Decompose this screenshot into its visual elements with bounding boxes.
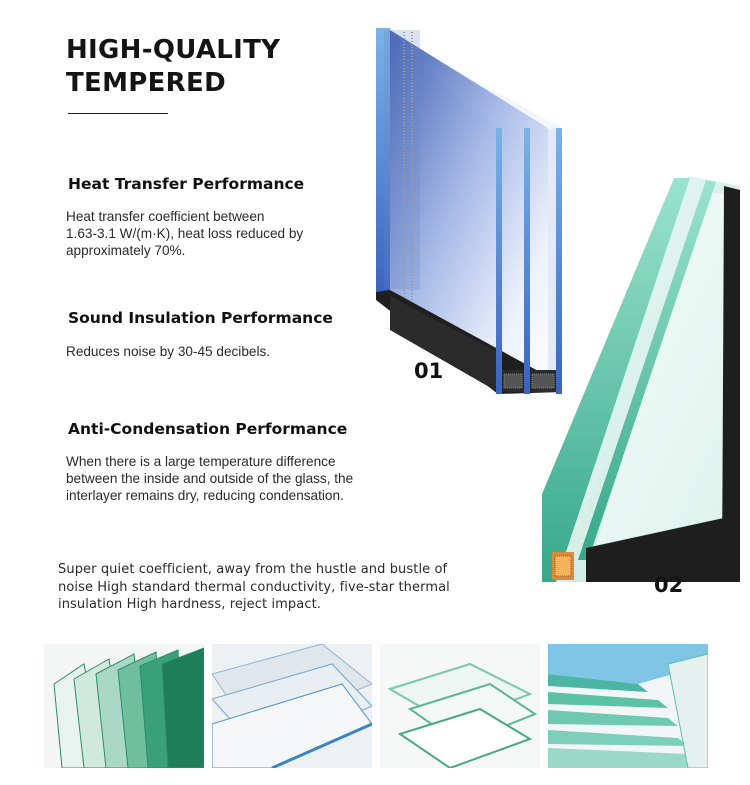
summary-text: Super quiet coefficient, away from the hustle and bustle of noise High standard thermal conductivity, five-star thermal insulation High hardness, reject impact. [58,562,450,612]
feature-heat-title: Heat Transfer Performance [68,175,305,193]
title-line-1: HIGH-QUALITY [66,35,281,65]
title-line-2: TEMPERED [66,68,226,98]
blue-glass-unit [376,28,562,394]
label-02: 02 [654,573,684,597]
feature-heat-text: Heat transfer coefficient between 1.63-3.1 W/(m·K), heat loss reduced by approximately 70%. [66,209,304,259]
feature-condensation-text: When there is a large temperature difference between the inside and outside of the glass, the interlayer remains dry, reducing condensation. [66,454,354,504]
feature-sound-title: Sound Insulation Performance [68,309,333,327]
gallery-tile-clear-sheets [380,644,540,768]
gallery-tile-frosted-stack [212,644,372,768]
label-01: 01 [414,359,444,383]
feature-sound-text: Reduces noise by 30-45 decibels. [66,344,271,359]
gallery-tile-green-fan [44,644,204,768]
feature-condensation-title: Anti-Condensation Performance [68,420,348,438]
gallery-tile-blue-edge-stack [548,644,708,768]
green-glass-unit [542,176,740,582]
